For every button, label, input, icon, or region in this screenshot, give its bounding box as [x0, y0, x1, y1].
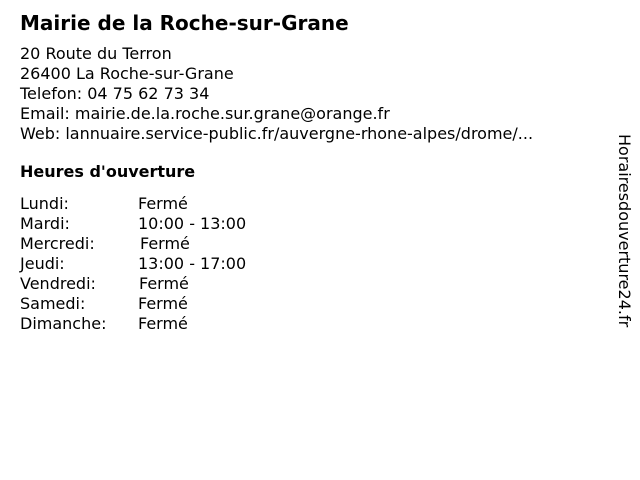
day-label: Jeudi: [20, 254, 65, 273]
hours-row-monday [20, 194, 605, 214]
opening-hours-heading: Heures d'ouverture [20, 162, 196, 181]
business-card [20, 10, 605, 334]
hours-value: Fermé [140, 234, 190, 253]
day-label: Vendredi: [20, 274, 96, 293]
hours-value: Fermé [139, 274, 189, 293]
phone-number[interactable]: Telefon: 04 75 62 73 34 [20, 84, 210, 103]
hours-row-tuesday [20, 214, 605, 234]
site-brand-watermark: Horairesdouverture24.fr [615, 134, 634, 328]
email-address[interactable]: Email: mairie.de.la.roche.sur.grane@orange.fr [20, 104, 390, 123]
page-title: Mairie de la Roche-sur-Grane [20, 11, 349, 35]
day-label: Lundi: [20, 194, 69, 213]
hours-row-sunday [20, 314, 605, 334]
hours-row-friday [20, 274, 605, 294]
hours-row-saturday [20, 294, 605, 314]
opening-hours-table [20, 194, 605, 334]
website-link[interactable]: Web: lannuaire.service-public.fr/auvergne-rhone-alpes/drome/... [20, 124, 534, 143]
hours-row-thursday [20, 254, 605, 274]
hours-value: Fermé [138, 294, 188, 313]
day-label: Dimanche: [20, 314, 107, 333]
address-block [20, 44, 605, 144]
street-address: 20 Route du Terron [20, 44, 172, 63]
hours-row-wednesday [20, 234, 605, 254]
hours-value: Fermé [138, 194, 188, 213]
day-label: Mercredi: [20, 234, 95, 253]
day-label: Mardi: [20, 214, 70, 233]
city-address: 26400 La Roche-sur-Grane [20, 64, 234, 83]
day-label: Samedi: [20, 294, 86, 313]
hours-value: Fermé [138, 314, 188, 333]
hours-value: 13:00 - 17:00 [138, 254, 247, 273]
hours-value: 10:00 - 13:00 [138, 214, 247, 233]
